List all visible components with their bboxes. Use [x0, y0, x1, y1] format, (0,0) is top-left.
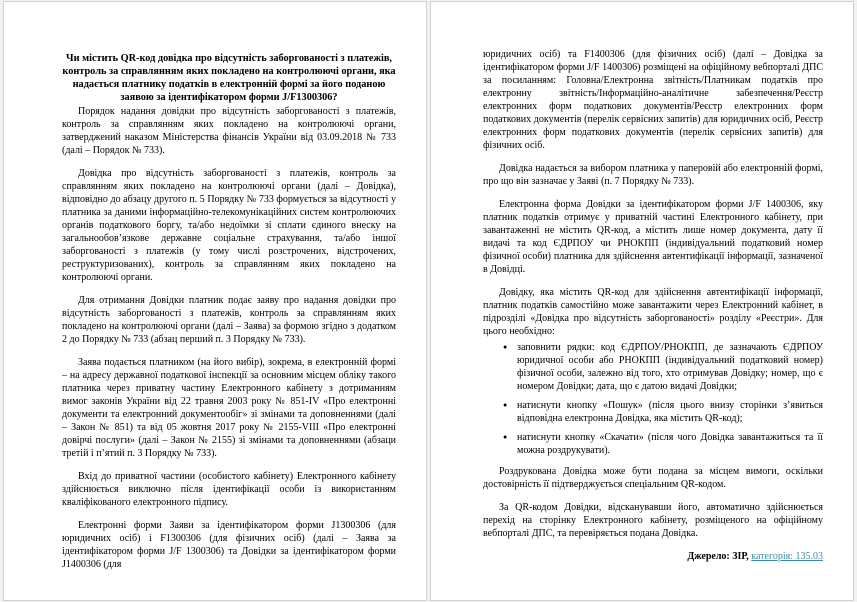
paragraph: Порядок надання довідки про відсутність заборгованості з платежів, контроль за справлянням яких покладено на контролюючі органи, затверджений наказом Міністерства фінансів України від 03.09.2018 № 733 (далі – Порядок № 733).	[62, 106, 396, 156]
paragraph: Роздрукована Довідка може бути подана за місцем вимоги, оскільки достовірність її підтверджується спеціальним QR-кодом.	[483, 466, 823, 490]
paragraph: Довідка про відсутність заборгованості з платежів, контроль за справлянням яких покладено на контролюючі органи (далі – Довідка), відповідно до абзацу другого п. 5 Порядку № 733 формується за відсутності у платника за даними інформаційно-телекомунікаційних систем контролюючих органів податкового боргу, та/або недоїмки зі сплати єдиного внеску на загальнообов’язкове державне соціальне страхування, та/або іншої заборгованості з платежів (у тому числі розстрочених, відстрочених, реструктуризованих), контроль за справлянням яких покладено на контролюючі органи.	[62, 168, 396, 283]
paragraph: Довідка надається за вибором платника у паперовій або електронній формі, про що він зазначає у Заяві (п. 7 Порядку № 733).	[483, 163, 823, 187]
left-page-content	[62, 52, 396, 581]
left-page	[3, 1, 427, 601]
category-link[interactable]: категорія: 135.03	[751, 551, 823, 562]
paragraph: Електронна форма Довідки за ідентифікатором форми J/F 1400306, яку платник податків отримує у приватній частині Електронного кабінету, при завантаженні не містить QR-код, а містить лише номер документа, дату її видачі та код ЄДРПОУ чи РНОКПП (індивідуальний податковий номер фізичної особи) платника для здійснення автентифікації інформації, зазначеної в Довідці.	[483, 199, 823, 275]
steps-list	[483, 341, 823, 457]
right-page-content	[483, 48, 823, 573]
paragraph: Довідку, яка містить QR-код для здійснення автентифікації інформації, платник податків самостійно може завантажити через Електронний кабінет, в підрозділі «Довідка про відсутність заборгованості» розділу «Реєстри». Для цього необхідно:	[483, 287, 823, 337]
list-item: ● натиснути кнопку «Пошук» (після цього внизу сторінки з’явиться відповідна електронна Довідка, яка містить QR-код);	[517, 399, 823, 425]
paragraph: Електронні форми Заяви за ідентифікатором форми J1300306 (для юридичних осіб) і F1300306 (для фізичних осіб) (далі – Заява за ідентифікатором форми J/F 1300306) та Довідки за ідентифікатором форми J1400306 (для	[62, 520, 396, 570]
paragraph: Заява подається платником (на його вибір), зокрема, в електронній формі – на адресу державної податкової інспекції за основним місцем обліку такого платника через приватну частину Електронного кабінету з дотриманням вимог законів України від 22 травня 2003 року № 851-IV «Про електронні документи та електронний документообіг» зі змінами та доповненнями (далі – Закон № 851) та від 05 жовтня 2017 року № 2155-VIII «Про електронні довірчі послуги» (далі – Закон № 2155) зі змінами та доповненнями (абзаци третій і п’ятий п. 3 Порядку № 733).	[62, 357, 396, 459]
paragraph: Для отримання Довідки платник подає заяву про надання довідки про відсутність заборгованості з платежів, контроль за справлянням яких покладено на контролюючі органи (далі – Заява) за формою згідно з додатком 2 до Порядку № 733 (абзац перший п. 3 Порядку № 733).	[62, 295, 396, 345]
right-page	[430, 1, 854, 601]
paragraph: юридичних осіб) та F1400306 (для фізичних осіб) (далі – Довідка за ідентифікатором форми J/F 1400306) розміщені на офіційному вебпорталі ДПС за посиланням: Головна/Електронна звітність/Платникам податків про електронну звітність/Інформаційно-аналітичне забезпечення/Реєстр електронних форм податкових документів/Реєстр електронних форм податкових документів (перелік сервісних запитів) для юридичних осіб, Реєстр електронних форм податкових документів (перелік сервісних запитів) для фізичних осіб.	[483, 49, 823, 151]
list-item: ● натиснути кнопку «Скачати» (після чого Довідка завантажиться та її можна роздрукувати).	[517, 431, 823, 457]
list-item: ● заповнити рядки: код ЄДРПОУ/РНОКПП, де зазначають ЄДРПОУ юридичної особи або РНОКПП (індивідуальний податковий номер) фізичної особи, залежно від того, хто отримував Довідку; номер, що є номером Довідки; дата, що є датою видачі Довідки;	[517, 341, 823, 393]
source-label: Джерело: ЗІР,	[687, 551, 749, 562]
paragraph: За QR-кодом Довідки, відсканувавши його, автоматично здійснюється перехід на сторінку Електронного кабінету, розміщеного на офіційному вебпорталі ДПС, та перевіряється подана Довідка.	[483, 502, 823, 539]
source-line	[483, 550, 823, 563]
document-title: Чи містить QR-код довідка про відсутність заборгованості з платежів, контроль за справлянням яких покладено на контролюючі органи, яка надається платнику податків в електронній формі за його поданою заявою за ідентифікатором форми J/F1300306?	[62, 53, 396, 103]
paragraph: Вхід до приватної частини (особистого кабінету) Електронного кабінету здійснюється виключно після ідентифікації особи із використанням кваліфікованого електронного підпису.	[62, 471, 396, 508]
